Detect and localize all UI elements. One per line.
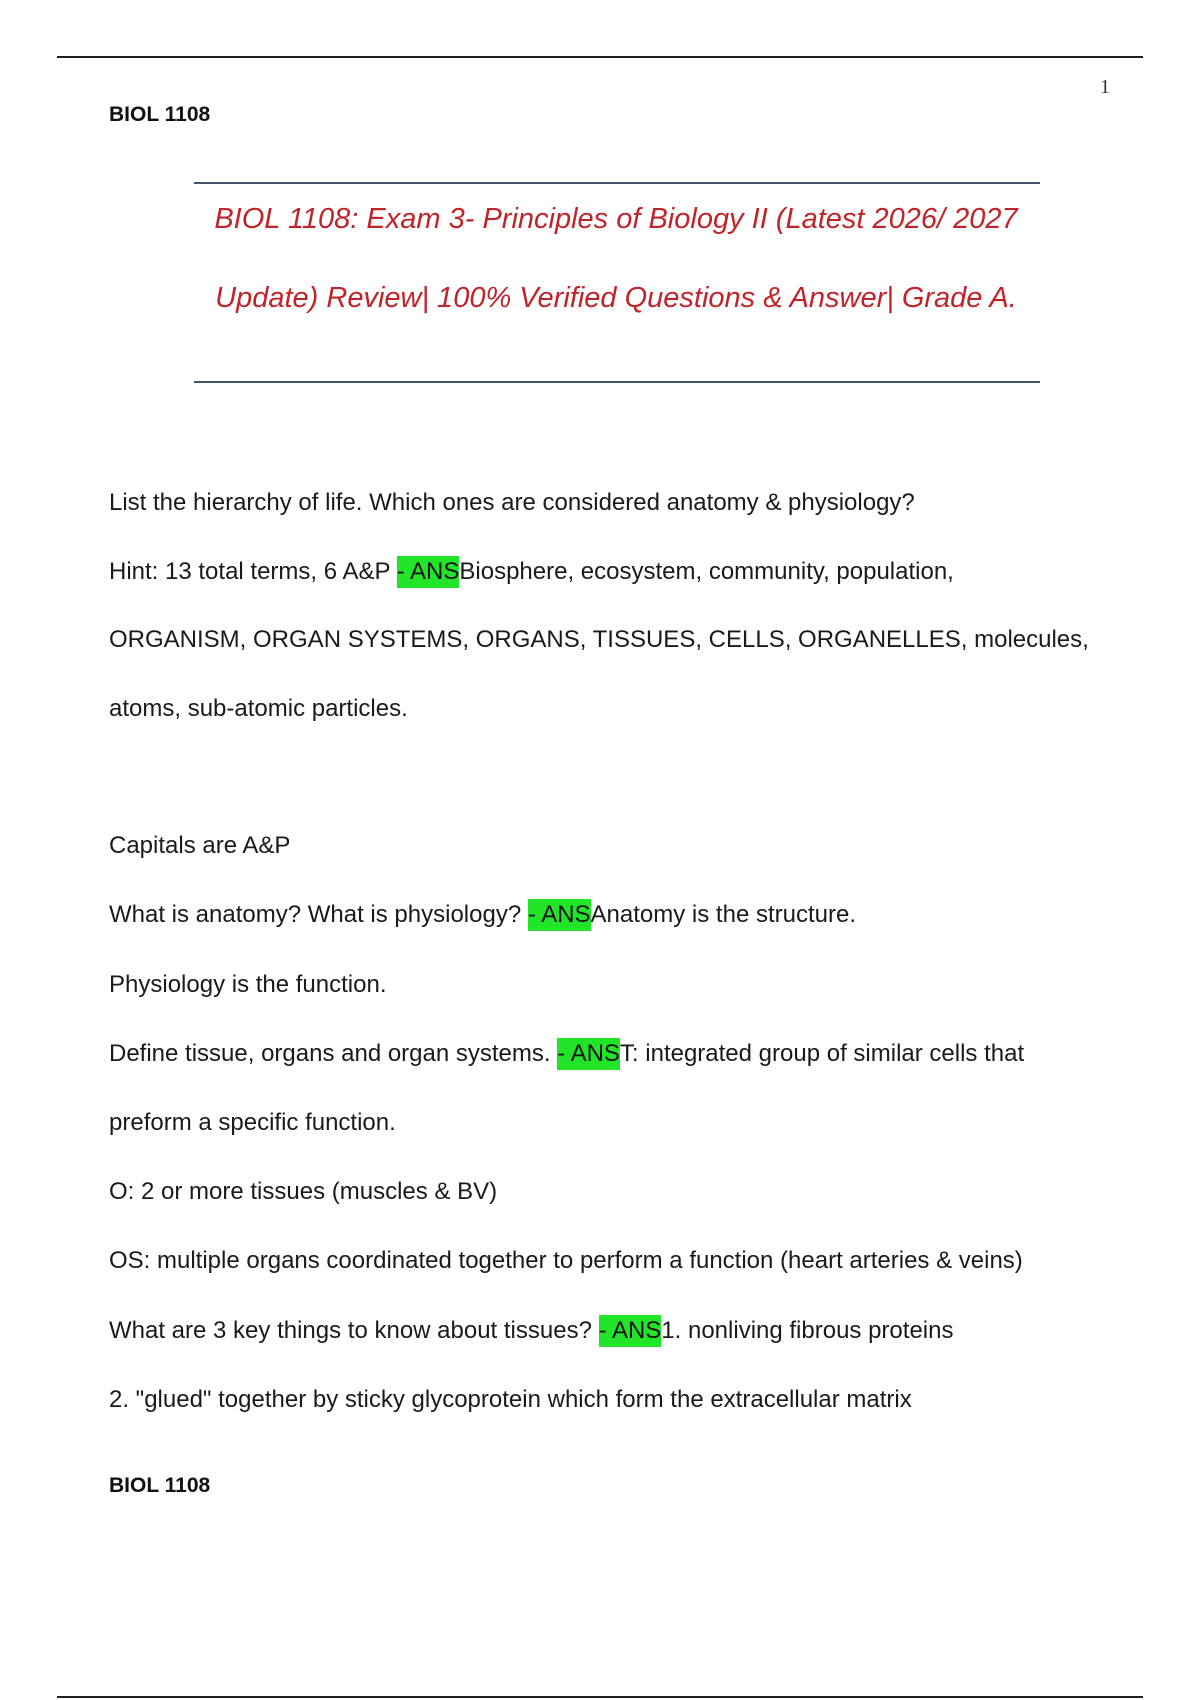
answer-3-line-4: OS: multiple organs coordinated together to perform a function (heart arteries & veins): [109, 1247, 1023, 1274]
answer-1-line-2: ORGANISM, ORGAN SYSTEMS, ORGANS, TISSUES, CELLS, ORGANELLES, molecules,: [109, 626, 1089, 653]
question-1-line-2: Hint: 13 total terms, 6 A&P: [109, 558, 391, 585]
title-upper-rule: [194, 182, 1040, 184]
question-4-row: [109, 1317, 953, 1345]
question-3-row: [109, 1040, 1024, 1068]
answer-1-line-3: atoms, sub-atomic particles.: [109, 695, 408, 722]
page-number: 1: [1100, 76, 1110, 98]
document-title-line-2: Update) Review| 100% Verified Questions & Answer| Grade A.: [215, 282, 1017, 314]
answer-1-line-1: Biosphere, ecosystem, community, population,: [459, 558, 954, 585]
question-2: What is anatomy? What is physiology?: [109, 901, 522, 928]
question-1-line-1: List the hierarchy of life. Which ones are considered anatomy & physiology?: [109, 489, 915, 516]
question-3: Define tissue, organs and organ systems.: [109, 1040, 551, 1067]
answer-1-line-4: Capitals are A&P: [109, 832, 291, 859]
answer-3-line-2: preform a specific function.: [109, 1109, 396, 1136]
question-4: What are 3 key things to know about tissues?: [109, 1317, 592, 1344]
document-title-line-1: BIOL 1108: Exam 3- Principles of Biology II (Latest 2026/ 2027: [214, 203, 1018, 235]
answer-3-line-1: T: integrated group of similar cells that: [619, 1040, 1025, 1067]
answer-marker: - ANS: [599, 1315, 662, 1347]
answer-4-line-1: 1. nonliving fibrous proteins: [661, 1317, 954, 1344]
question-1-line-2-row: [109, 558, 954, 586]
answer-3-line-3: O: 2 or more tissues (muscles & BV): [109, 1178, 498, 1205]
answer-2-line-1: Anatomy is the structure.: [590, 901, 856, 928]
answer-4-line-2: 2. "glued" together by sticky glycoprotein which form the extracellular matrix: [109, 1386, 912, 1413]
answer-marker: - ANS: [557, 1038, 620, 1070]
question-2-row: [109, 901, 856, 929]
page-top-rule: [57, 56, 1143, 58]
answer-marker: - ANS: [528, 899, 591, 931]
answer-marker: - ANS: [397, 556, 460, 588]
title-lower-rule: [194, 381, 1040, 383]
answer-2-line-2: Physiology is the function.: [109, 971, 387, 998]
page-footer-course: BIOL 1108: [109, 1474, 211, 1497]
page-bottom-rule: [57, 1696, 1143, 1698]
page-header-course: BIOL 1108: [109, 103, 211, 126]
